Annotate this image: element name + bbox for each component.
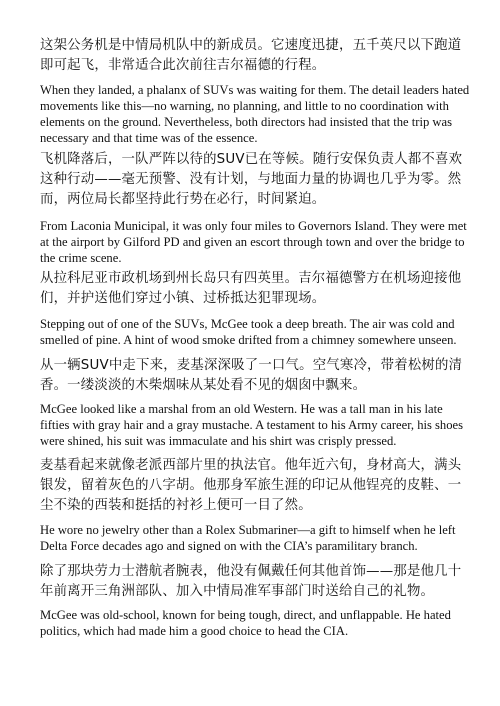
paragraph-zh-1: 这架公务机是中情局机队中的新成员。它速度迅捷，五千英尺以下跑道即可起飞，非常适合此次前往吉尔福德的行程。: [40, 38, 462, 73]
paragraph-zh-4: 从一辆SUV中走下来，麦基深深吸了一口气。空气寒冷，带着松树的清香。一缕淡淡的木柴烟味从某处看不见的烟囱中飘来。: [40, 358, 463, 393]
paragraph-en-4: McGee looked like a marshal from an old Western. He was a tall man in his late fifties with gray hair and a gray mustache. A testament to his Army career, his shoes were shined, his suit was immaculate and his shirt was crisply pressed.: [40, 402, 464, 448]
paragraph-zh-3: 从拉科尼亚市政机场到州长岛只有四英里。吉尔福德警方在机场迎接他们，并护送他们穿过小镇、过桥抵达犯罪现场。: [40, 271, 462, 306]
paragraph-zh-2: 飞机降落后，一队严阵以待的SUV已在等候。随行安保负责人都不喜欢这种行动——毫无预警、没有计划，与地面力量的协调也几乎为零。然而，两位局长都坚持此行势在必行，时间紧迫。: [40, 152, 463, 207]
paragraph-zh-5: 麦基看起来就像老派西部片里的执法官。他年近六旬，身材高大，满头银发，留着灰色的八字胡。他那身军旅生涯的印记从他锃亮的皮鞋、一尘不染的西装和挺括的衬衫上便可一目了然。: [40, 458, 462, 513]
paragraph-en-1: When they landed, a phalanx of SUVs was waiting for them. The detail leaders hated movements like this—no warning, no planning, and little to no coordination with elements on the ground. Nevertheless, both directors had insisted that the trip was necessary and that time was of the essence.: [40, 83, 470, 145]
paragraph-en-2: From Laconia Municipal, it was only four miles to Governors Island. They were met at the airport by Gilford PD and given an escort through town and over the bridge to the crime scene.: [40, 219, 467, 265]
paragraph-zh-6: 除了那块劳力士潜航者腕表，他没有佩戴任何其他首饰——那是他几十年前离开三角洲部队、加入中情局准军事部门时送给自己的礼物。: [40, 564, 462, 599]
paragraph-en-3: Stepping out of one of the SUVs, McGee took a deep breath. The air was cold and smelled of pine. A hint of wood smoke drifted from a chimney somewhere unseen.: [40, 317, 457, 347]
paragraph-en-6: McGee was old-school, known for being tough, direct, and unflappable. He hated politics, which had made him a good choice to head the CIA.: [40, 608, 451, 638]
paragraph-en-5: He wore no jewelry other than a Rolex Submariner—a gift to himself when he left Delta Force decades ago and signed on with the CIA’s paramilitary branch.: [40, 523, 456, 553]
